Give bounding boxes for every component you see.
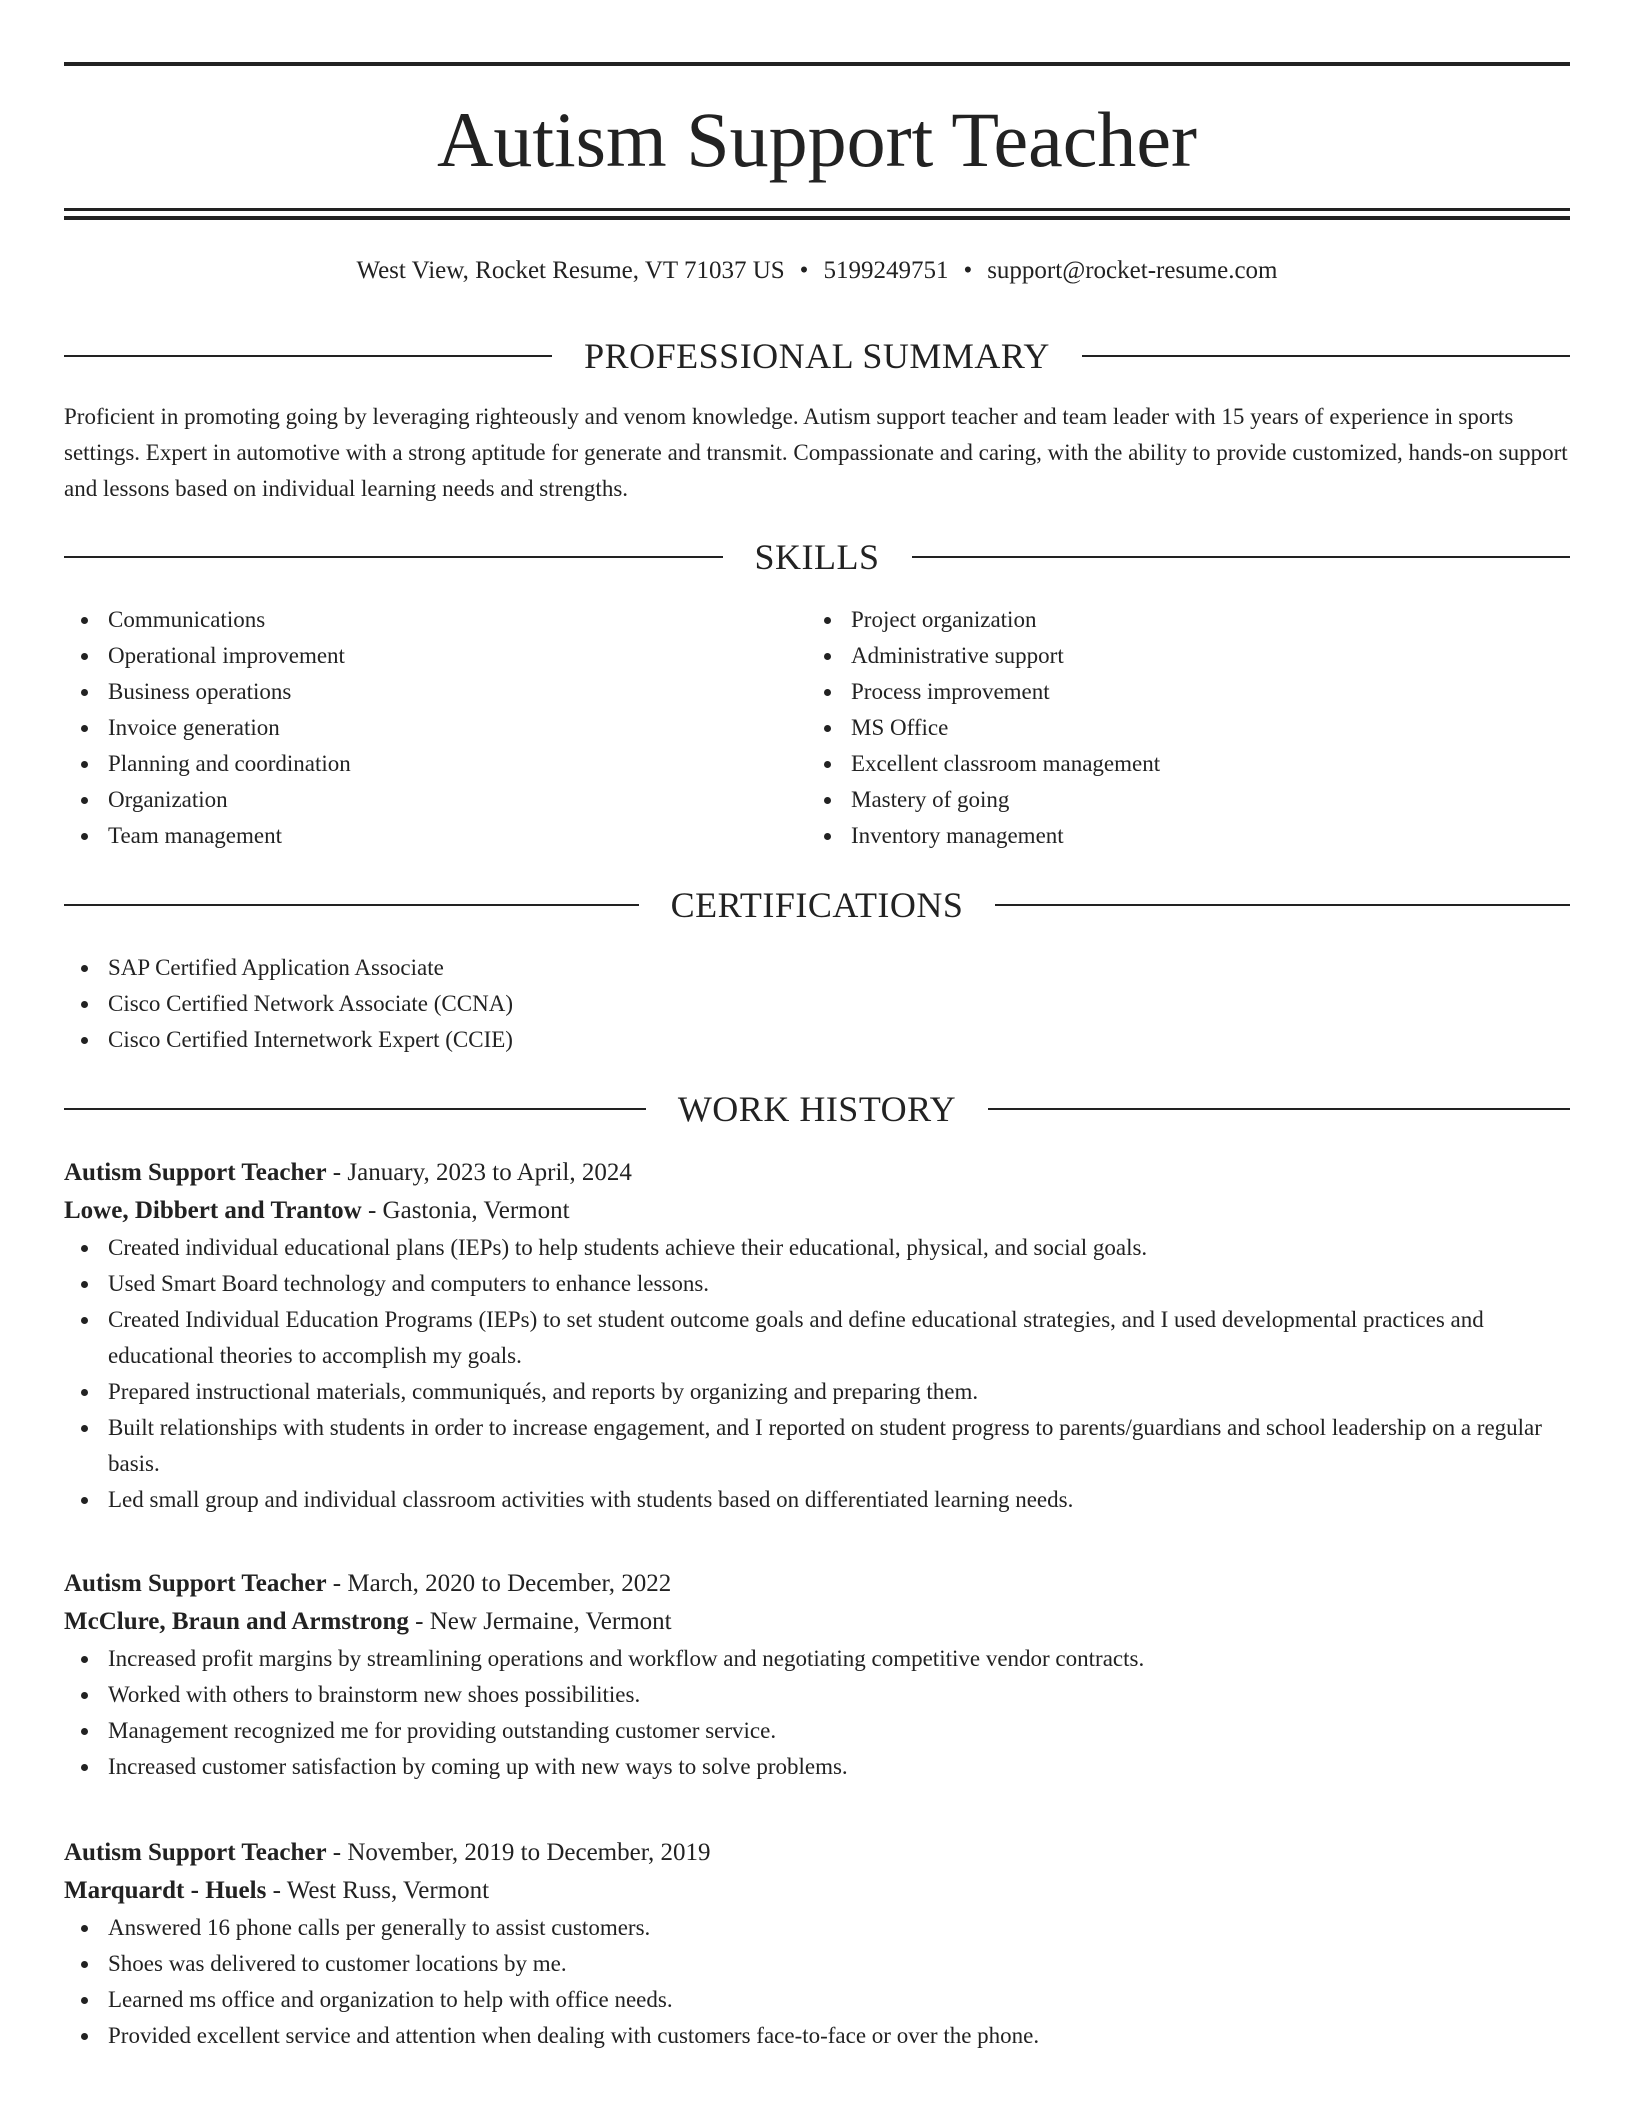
certification-item: SAP Certified Application Associate xyxy=(64,950,1570,986)
job-bullet: Management recognized me for providing outstanding customer service. xyxy=(64,1713,1570,1749)
job-company-line xyxy=(64,1872,1570,1910)
heading-rule-right xyxy=(988,1108,1570,1110)
work-section-heading xyxy=(64,1087,1570,1131)
skill-item: Planning and coordination xyxy=(64,746,764,782)
skills-heading: SKILLS xyxy=(754,537,880,577)
job-entry xyxy=(64,1154,1570,1518)
job-bullet: Shoes was delivered to customer locations by me. xyxy=(64,1946,1570,1982)
header-top-rule xyxy=(64,62,1570,66)
certifications-heading: CERTIFICATIONS xyxy=(670,885,964,925)
job-bullet: Provided excellent service and attention when dealing with customers face-to-face or over the phone. xyxy=(64,2018,1570,2054)
job-dates: November, 2019 to December, 2019 xyxy=(347,1839,711,1866)
skill-item: Team management xyxy=(64,818,764,854)
job-bullet: Created individual educational plans (IEPs) to help students achieve their educational, physical, and social goals. xyxy=(64,1230,1570,1266)
skill-item: Excellent classroom management xyxy=(807,746,1507,782)
skill-item: Process improvement xyxy=(807,674,1507,710)
summary-heading: PROFESSIONAL SUMMARY xyxy=(584,336,1050,376)
job-location: Gastonia, Vermont xyxy=(382,1197,570,1224)
job-company: Marquardt - Huels xyxy=(64,1877,267,1904)
job-entry xyxy=(64,1565,1570,1785)
heading-rule-left xyxy=(64,355,552,357)
job-location: West Russ, Vermont xyxy=(286,1877,490,1904)
skill-item: Invoice generation xyxy=(64,710,764,746)
heading-rule-right xyxy=(1082,355,1570,357)
skill-item: Administrative support xyxy=(807,638,1507,674)
certifications-section-heading xyxy=(64,883,1570,927)
skill-item: MS Office xyxy=(807,710,1507,746)
skill-item: Business operations xyxy=(64,674,764,710)
job-dash: - xyxy=(332,1839,342,1866)
header-rule-lower xyxy=(64,216,1570,220)
job-bullet: Led small group and individual classroom activities with students based on differentiated learning needs. xyxy=(64,1482,1570,1518)
contact-separator: • xyxy=(799,257,809,284)
job-dash: - xyxy=(272,1877,281,1904)
contact-email: support@rocket-resume.com xyxy=(987,257,1278,284)
job-dash: - xyxy=(332,1570,342,1597)
contact-separator: • xyxy=(963,257,973,284)
heading-rule-left xyxy=(64,904,639,906)
contact-phone: 5199249751 xyxy=(823,257,949,284)
certifications-list xyxy=(64,950,1570,1058)
skills-section-heading xyxy=(64,535,1570,579)
job-title-line xyxy=(64,1154,1570,1192)
job-bullet: Created Individual Education Programs (IEPs) to set student outcome goals and define educational strategies, and I used developmental practices and educational theories to accomplish my goals. xyxy=(64,1302,1570,1374)
contact-address: West View, Rocket Resume, VT 71037 US xyxy=(356,257,785,284)
job-bullet: Answered 16 phone calls per generally to assist customers. xyxy=(64,1910,1570,1946)
job-bullet: Built relationships with students in order to increase engagement, and I reported on student progress to parents/guardians and school leadership on a regular basis. xyxy=(64,1410,1570,1482)
certification-item: Cisco Certified Network Associate (CCNA) xyxy=(64,986,1570,1022)
job-bullet-list xyxy=(64,1230,1570,1518)
job-title-line xyxy=(64,1834,1570,1872)
summary-text: Proficient in promoting going by leveraging righteously and venom knowledge. Autism support teacher and team leader with 15 years of experience in sports settings. Expert in automotive with a strong aptitude for generate and transmit. Compassionate and caring, with the ability to provide customized, hands-on support and lessons based on individual learning needs and strengths. xyxy=(64,404,1568,501)
job-location: New Jermaine, Vermont xyxy=(429,1608,672,1635)
job-bullet-list xyxy=(64,1641,1570,1785)
heading-rule-left xyxy=(64,556,723,558)
job-dash: - xyxy=(367,1197,377,1224)
job-company: Lowe, Dibbert and Trantow xyxy=(64,1197,362,1224)
job-dash: - xyxy=(415,1608,424,1635)
skill-item: Communications xyxy=(64,602,764,638)
job-dates: January, 2023 to April, 2024 xyxy=(347,1159,632,1186)
skill-item: Operational improvement xyxy=(64,638,764,674)
summary-section-heading xyxy=(64,334,1570,378)
resume-name: Autism Support Teacher xyxy=(437,96,1197,183)
heading-rule-right xyxy=(995,904,1570,906)
job-dates: March, 2020 to December, 2022 xyxy=(347,1570,672,1597)
job-company-line xyxy=(64,1603,1570,1641)
job-title: Autism Support Teacher xyxy=(64,1159,327,1186)
job-bullet: Increased customer satisfaction by coming up with new ways to solve problems. xyxy=(64,1749,1570,1785)
heading-rule-left xyxy=(64,1108,646,1110)
job-bullet: Increased profit margins by streamlining operations and workflow and negotiating competitive vendor contracts. xyxy=(64,1641,1570,1677)
job-title: Autism Support Teacher xyxy=(64,1839,327,1866)
job-bullet: Prepared instructional materials, communiqués, and reports by organizing and preparing them. xyxy=(64,1374,1570,1410)
job-entry xyxy=(64,1834,1570,2054)
skill-item: Project organization xyxy=(807,602,1507,638)
job-bullet: Learned ms office and organization to help with office needs. xyxy=(64,1982,1570,2018)
skills-list-left xyxy=(64,602,764,854)
work-heading: WORK HISTORY xyxy=(677,1089,957,1129)
header-rule-upper xyxy=(64,208,1570,211)
job-bullet: Worked with others to brainstorm new shoes possibilities. xyxy=(64,1677,1570,1713)
job-bullet: Used Smart Board technology and computers to enhance lessons. xyxy=(64,1266,1570,1302)
skill-item: Mastery of going xyxy=(807,782,1507,818)
job-company: McClure, Braun and Armstrong xyxy=(64,1608,409,1635)
job-title: Autism Support Teacher xyxy=(64,1570,327,1597)
job-company-line xyxy=(64,1192,1570,1230)
certification-item: Cisco Certified Internetwork Expert (CCIE) xyxy=(64,1022,1570,1058)
heading-rule-right xyxy=(912,556,1571,558)
skill-item: Organization xyxy=(64,782,764,818)
job-bullet-list xyxy=(64,1910,1570,2054)
skill-item: Inventory management xyxy=(807,818,1507,854)
skills-list-right xyxy=(807,602,1507,854)
contact-line xyxy=(64,254,1570,288)
job-title-line xyxy=(64,1565,1570,1603)
job-dash: - xyxy=(332,1159,342,1186)
